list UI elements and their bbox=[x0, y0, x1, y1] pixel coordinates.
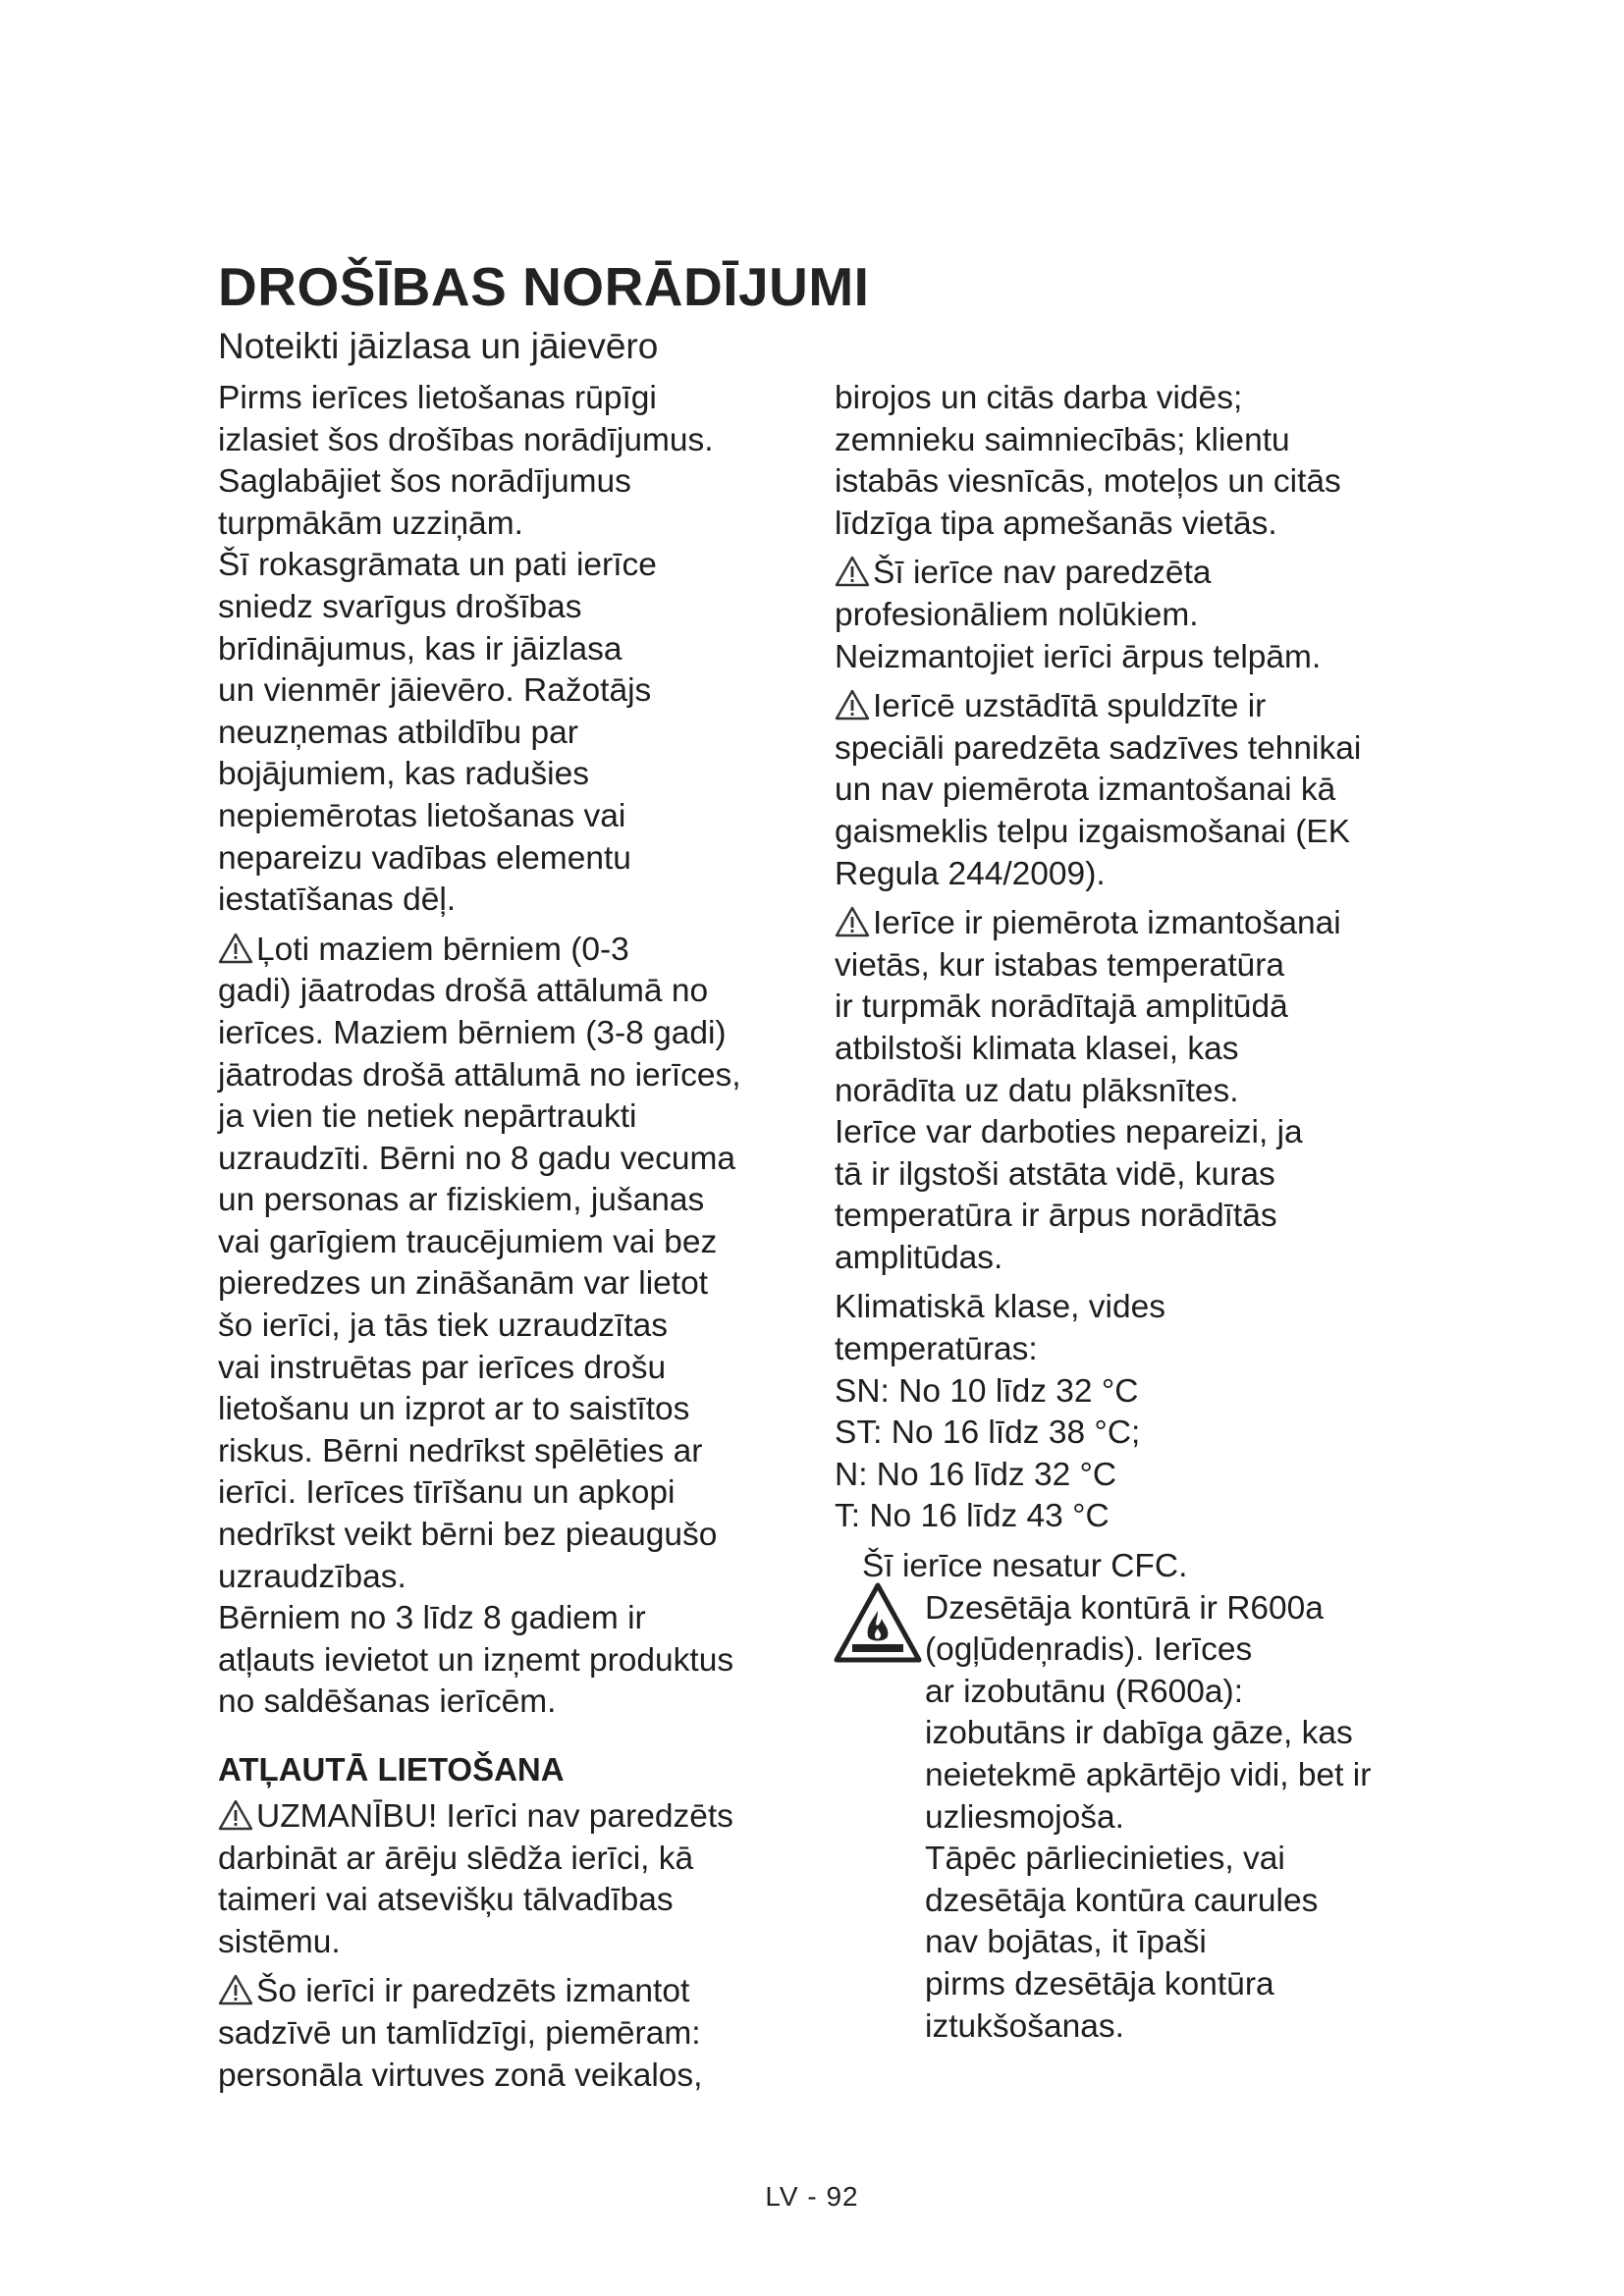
text-line: vietās, kur istabas temperatūra bbox=[835, 946, 1285, 984]
page-title: DROŠĪBAS NORĀDĪJUMI bbox=[218, 256, 870, 317]
warning-triangle-icon bbox=[218, 1974, 253, 2005]
warning-triangle-icon bbox=[218, 933, 253, 964]
text-line: iztukšošanas. bbox=[925, 2007, 1124, 2045]
text-line: Saglabājiet šos norādījumus bbox=[218, 463, 631, 501]
text-line: temperatūra ir ārpus norādītās bbox=[835, 1198, 1277, 1235]
temperature-paragraph bbox=[835, 903, 1424, 1279]
page-subtitle: Noteikti jāizlasa un jāievēro bbox=[218, 326, 659, 366]
text-line: darbināt ar ārēju slēdža ierīci, kā bbox=[218, 1840, 694, 1877]
text-line: amplitūdas. bbox=[835, 1239, 1003, 1276]
text-line: Bērniem no 3 līdz 8 gadiem ir bbox=[218, 1600, 646, 1637]
text-line: SN: No 10 līdz 32 °C bbox=[835, 1372, 1139, 1410]
text-line: iestatīšanas dēļ. bbox=[218, 881, 457, 919]
text-line: un personas ar fiziskiem, jušanas bbox=[218, 1182, 705, 1219]
text-line: turpmākām uzziņām. bbox=[218, 505, 523, 542]
text-line: Ierīce var darboties nepareizi, ja bbox=[835, 1114, 1303, 1151]
text-line: sistēmu. bbox=[218, 1923, 341, 1960]
right-column bbox=[835, 378, 1424, 2056]
text-line: Regula 244/2009). bbox=[835, 855, 1106, 892]
text-line: personāla virtuves zonā veikalos, bbox=[218, 2056, 703, 2094]
text-line: ar izobutānu (R600a): bbox=[925, 1673, 1244, 1710]
text-line: ja vien tie netiek nepārtraukti bbox=[218, 1098, 637, 1136]
text-line: uzraudzības. bbox=[218, 1558, 406, 1595]
text-line: Dzesētāja kontūrā ir R600a bbox=[925, 1589, 1324, 1627]
text-line: izobutāns ir dabīga gāze, kas bbox=[925, 1715, 1353, 1752]
continued-paragraph bbox=[835, 378, 1424, 545]
text-line: norādīta uz datu plāksnītes. bbox=[835, 1072, 1239, 1109]
text-line: lietošanu un izprot ar to saistītos bbox=[218, 1391, 690, 1428]
text-line: sniedz svarīgus drošības bbox=[218, 588, 582, 625]
text-line: temperatūras: bbox=[835, 1331, 1038, 1368]
text-line: izlasiet šos drošības norādījumus. bbox=[218, 421, 714, 458]
text-line: pirms dzesētāja kontūra bbox=[925, 1965, 1274, 2002]
text-line: jāatrodas drošā attālumā no ierīces, bbox=[218, 1056, 741, 1094]
text-line: neuzņemas atbildību par bbox=[218, 714, 578, 751]
climate-class-paragraph bbox=[835, 1287, 1424, 1538]
text-line-content: Šo ierīci ir paredzēts izmantot bbox=[256, 1973, 690, 2010]
text-line: riskus. Bērni nedrīkst spēlēties ar bbox=[218, 1432, 703, 1469]
text-line-content: Ļoti maziem bērniem (0-3 bbox=[256, 931, 629, 968]
text-line: uzliesmojoša. bbox=[925, 1798, 1124, 1836]
text-line: Pirms ierīces lietošanas rūpīgi bbox=[218, 380, 657, 416]
text-line: (ogļūdeņradis). Ierīces bbox=[925, 1631, 1253, 1669]
section-heading-permitted-use: ATĻAUTĀ LIETOŠANA bbox=[218, 1751, 565, 1788]
left-column bbox=[218, 378, 817, 2105]
text-line bbox=[835, 553, 1424, 595]
text-line: pieredzes un zināšanām var lietot bbox=[218, 1265, 709, 1303]
warning-triangle-icon bbox=[835, 906, 870, 937]
text-line: istabās viesnīcās, moteļos un citās bbox=[835, 463, 1341, 501]
text-line bbox=[218, 1796, 817, 1839]
flammable-warning-icon bbox=[833, 1581, 923, 1664]
text-line: Klimatiskā klase, vides bbox=[835, 1289, 1165, 1326]
text-line: speciāli paredzēta sadzīves tehnikai bbox=[835, 729, 1362, 767]
text-line: brīdinājumus, kas ir jāizlasa bbox=[218, 630, 623, 667]
text-line: ierīces. Maziem bērniem (3-8 gadi) bbox=[218, 1014, 727, 1051]
text-line bbox=[835, 903, 1424, 945]
text-line: atļauts ievietot un izņemt produktus bbox=[218, 1641, 734, 1679]
children-warning-paragraph bbox=[218, 930, 817, 1724]
text-line: N: No 16 līdz 32 °C bbox=[835, 1456, 1117, 1493]
text-line: birojos un citās darba vidēs; bbox=[835, 380, 1243, 416]
text-line: bojājumiem, kas radušies bbox=[218, 756, 589, 793]
text-line: taimeri vai atsevišķu tālvadības bbox=[218, 1882, 674, 1919]
text-line: tā ir ilgstoši atstāta vidē, kuras bbox=[835, 1155, 1275, 1193]
intended-use-paragraph bbox=[218, 1971, 817, 2097]
text-line: un nav piemērota izmantošanai kā bbox=[835, 772, 1336, 809]
text-line: šo ierīci, ja tās tiek uzraudzītas bbox=[218, 1308, 669, 1345]
text-line: nav bojātas, it īpaši bbox=[925, 1924, 1207, 1961]
professional-use-paragraph bbox=[835, 553, 1424, 678]
text-line: Tāpēc pārliecinieties, vai bbox=[925, 1841, 1285, 1878]
cfc-line: Šī ierīce nesatur CFC. bbox=[862, 1548, 1188, 1585]
warning-triangle-icon bbox=[835, 689, 870, 721]
warning-triangle-icon bbox=[835, 556, 870, 587]
refrigerant-paragraph bbox=[835, 1546, 1424, 2048]
lamp-paragraph bbox=[835, 686, 1424, 895]
text-line: atbilstoši klimata klasei, kas bbox=[835, 1030, 1239, 1067]
text-line: no saldēšanas ierīcēm. bbox=[218, 1683, 557, 1721]
text-line: T: No 16 līdz 43 °C bbox=[835, 1498, 1110, 1535]
text-line: uzraudzīti. Bērni no 8 gadu vecuma bbox=[218, 1140, 736, 1177]
text-line: gaismeklis telpu izgaismošanai (EK bbox=[835, 813, 1351, 850]
text-line bbox=[218, 930, 817, 972]
intro-paragraph bbox=[218, 378, 817, 922]
text-line: Šī rokasgrāmata un pati ierīce bbox=[218, 547, 657, 584]
text-line: profesionāliem nolūkiem. bbox=[835, 596, 1199, 633]
text-line-content: Šī ierīce nav paredzēta bbox=[873, 555, 1212, 592]
text-line: neietekmē apkārtējo vidi, bet ir bbox=[925, 1757, 1372, 1793]
attention-paragraph bbox=[218, 1796, 817, 1963]
refrigerant-lines bbox=[835, 1588, 1424, 2049]
text-line bbox=[835, 686, 1424, 728]
text-line-content: UZMANĪBU! Ierīci nav paredzēts bbox=[256, 1798, 733, 1835]
text-line-content: Ierīce ir piemērota izmantošanai bbox=[873, 905, 1341, 942]
text-line bbox=[218, 1971, 817, 2013]
text-line: ierīci. Ierīces tīrīšanu un apkopi bbox=[218, 1474, 676, 1512]
text-line: vai instruētas par ierīces drošu bbox=[218, 1349, 667, 1386]
text-line: līdzīga tipa apmešanās vietās. bbox=[835, 505, 1277, 542]
text-line: gadi) jāatrodas drošā attālumā no bbox=[218, 973, 709, 1010]
text-line: ST: No 16 līdz 38 °C; bbox=[835, 1415, 1141, 1452]
text-line: nedrīkst veikt bērni bez pieaugušo bbox=[218, 1517, 718, 1554]
text-line-content: Ierīcē uzstādītā spuldzīte ir bbox=[873, 688, 1267, 725]
text-line: sadzīvē un tamlīdzīgi, piemēram: bbox=[218, 2014, 701, 2052]
text-line: un vienmēr jāievēro. Ražotājs bbox=[218, 672, 652, 710]
text-line: nepareizu vadības elementu bbox=[218, 839, 631, 877]
text-line: Neizmantojiet ierīci ārpus telpām. bbox=[835, 638, 1322, 675]
text-line: nepiemērotas lietošanas vai bbox=[218, 797, 626, 834]
text-line: vai garīgiem traucējumiem vai bez bbox=[218, 1223, 718, 1260]
text-line: dzesētāja kontūra caurules bbox=[925, 1882, 1319, 1919]
text-line: zemnieku saimniecībās; klientu bbox=[835, 421, 1290, 458]
text-line: ir turpmāk norādītajā amplitūdā bbox=[835, 988, 1288, 1026]
warning-triangle-icon bbox=[218, 1799, 253, 1831]
page-number: LV - 92 bbox=[765, 2181, 859, 2212]
